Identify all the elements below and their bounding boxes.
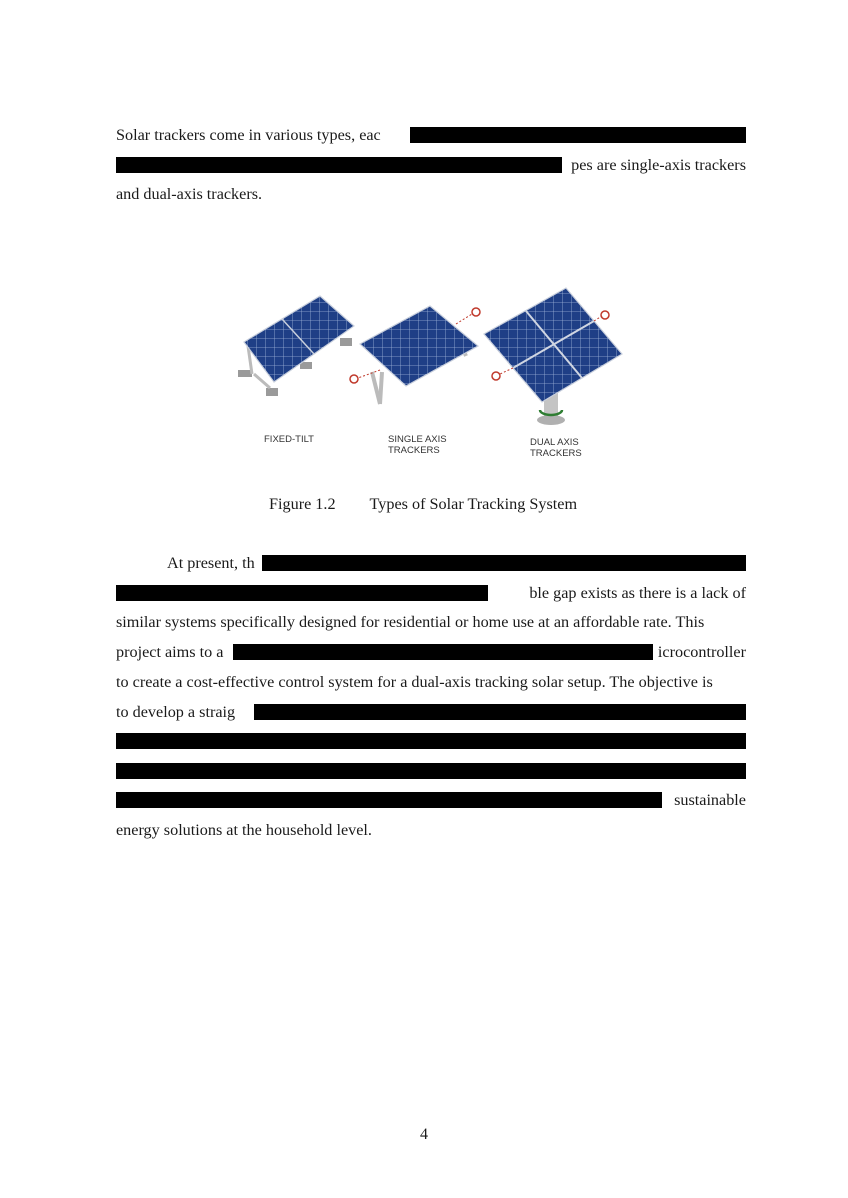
p2-line-9 [116, 788, 746, 812]
figure-caption [269, 492, 577, 516]
p2-line-4-tail: icrocontroller [657, 643, 746, 661]
p2-line-6 [116, 700, 746, 724]
p2-line-7 [116, 729, 746, 753]
p2-line-1-text: At present, th [167, 554, 255, 572]
p2-line-2-text: ble gap exists as there is a lack of [529, 584, 746, 602]
p1-line-1-text: Solar trackers come in various types, eac [116, 126, 381, 144]
label-fixed-tilt: FIXED-TILT [264, 434, 314, 445]
p2-line-6-text: to develop a straig [116, 703, 236, 721]
p1-line-2 [116, 153, 746, 177]
page-number: 4 [420, 1126, 428, 1143]
p2-line-5-text: to create a cost-effective control system for a dual-axis tracking solar setup. The objective is [116, 673, 713, 691]
p1-line-2-text: pes are single-axis trackers [571, 156, 746, 174]
dual-axis-illustration [484, 288, 622, 425]
p2-line-8 [116, 759, 746, 783]
p2-line-3 [116, 610, 746, 634]
solar-tracker-types-figure [230, 284, 630, 470]
p2-line-9-text: sustainable [674, 791, 746, 809]
p2-line-5 [116, 670, 746, 694]
redaction-bar [116, 733, 746, 749]
p2-line-3-text: similar systems specifically designed for residential or home use at an affordable rate. This [116, 613, 705, 631]
redaction-bar [233, 644, 653, 660]
redaction-bar [116, 157, 562, 173]
label-single-axis-line1: SINGLE AXIS [388, 434, 447, 445]
label-dual-axis-line2: TRACKERS [530, 448, 582, 459]
redaction-bar [254, 704, 746, 720]
figure-caption-number: Figure 1.2 [269, 495, 336, 513]
p2-line-10 [116, 818, 746, 842]
p1-line-3 [116, 182, 746, 206]
redaction-bar [116, 763, 746, 779]
redaction-bar [116, 792, 662, 808]
redaction-bar [116, 585, 488, 601]
p2-line-2 [116, 581, 746, 605]
p1-line-1 [116, 123, 746, 147]
p2-line-1 [116, 551, 746, 575]
p2-line-4 [116, 640, 746, 664]
single-axis-illustration [350, 306, 480, 404]
label-dual-axis-line1: DUAL AXIS [530, 437, 579, 448]
label-single-axis-line2: TRACKERS [388, 445, 440, 456]
redaction-bar [410, 127, 746, 143]
p1-line-3-text: and dual-axis trackers. [116, 185, 263, 203]
redaction-bar [262, 555, 746, 571]
p2-line-10-text: energy solutions at the household level. [116, 821, 372, 839]
figure-caption-text: Types of Solar Tracking System [369, 495, 578, 513]
p2-line-4-head: project aims to a [116, 643, 224, 661]
fixed-tilt-illustration [238, 296, 354, 396]
